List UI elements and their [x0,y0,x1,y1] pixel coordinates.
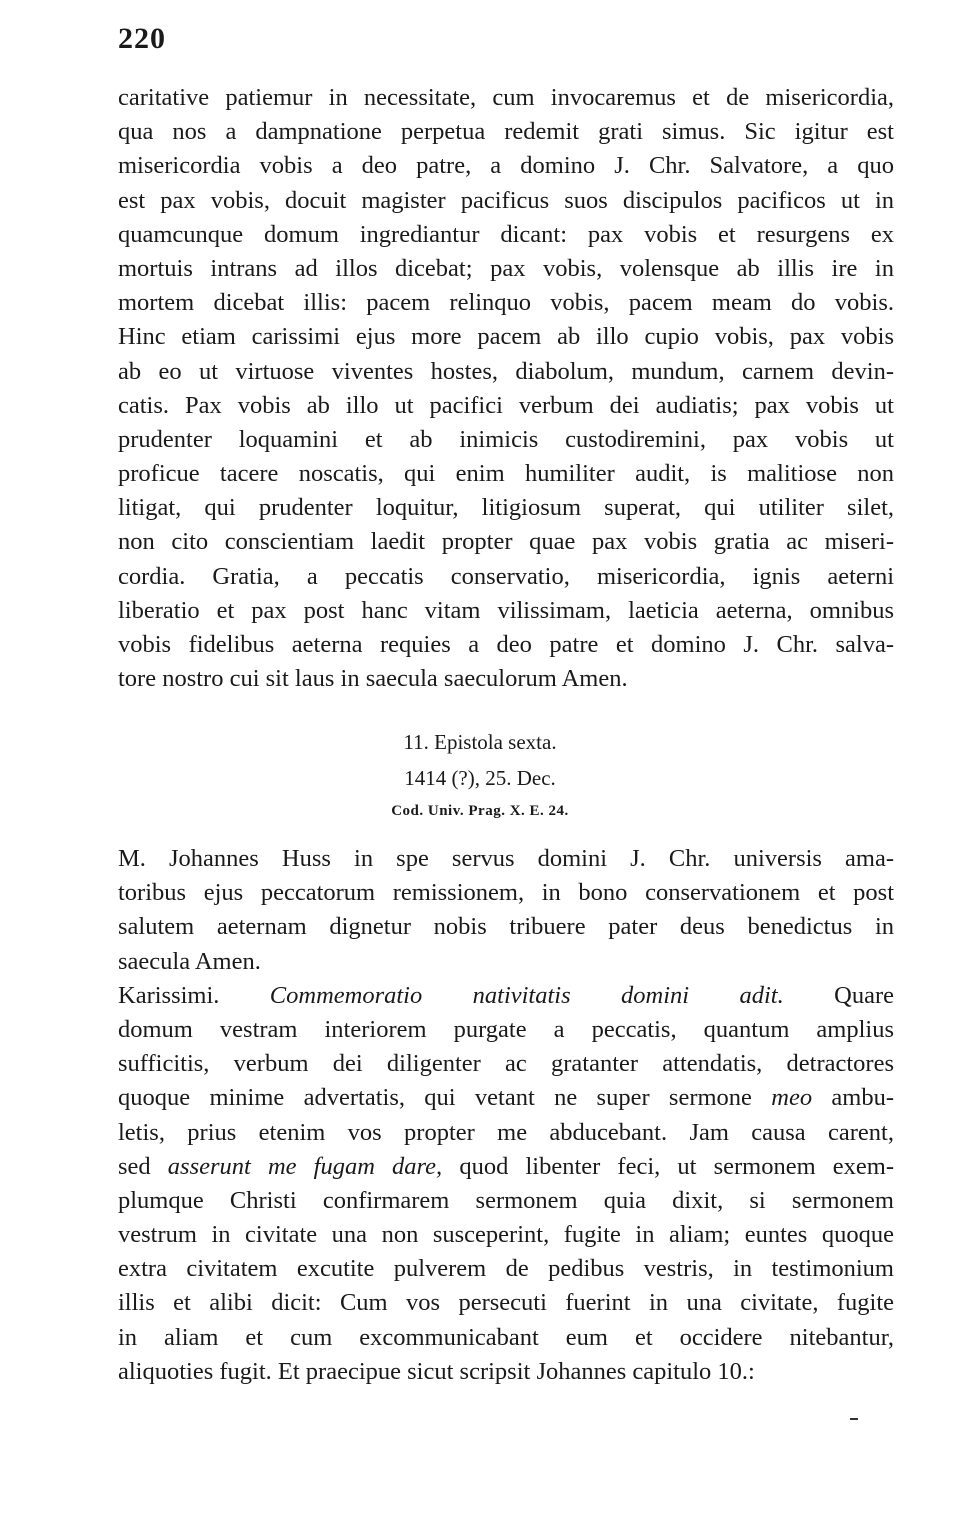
text-line: liberatio et pax post hanc vitam vilissimam, laeticia aeterna, omnibus [118,596,894,624]
text-segment: ambu- [812,1084,895,1112]
text-line: qua nos a dampnatione perpetua redemit grati simus. Sic igitur est [118,118,894,146]
text-line: prudenter loquamini et ab inimicis custodiremini, pax vobis ut [118,425,894,453]
letter-title: 11. Epistola sexta. [403,730,557,754]
text-segment: Karissimi. [118,981,270,1009]
text-line [118,1252,894,1286]
letter-date: 1414 (?), 25. Dec. [404,766,556,790]
text-segment: in aliam et cum excommunicabant eum et occidere nitebantur, [118,1323,894,1351]
text-segment: quod libenter feci, ut sermonem exem- [442,1152,894,1180]
text-segment: sufficitis, verbum dei diligenter ac gratanter attendatis, detractores [118,1050,894,1078]
text-line [118,1116,894,1150]
text-line: mortuis intrans ad illos dicebat; pax vobis, volensque ab illis ire in [118,254,894,282]
text-line: est pax vobis, docuit magister pacificus suos discipulos pacificos ut in [118,186,894,214]
text-line: non cito conscientiam laedit propter quae pax vobis gratia ac miseri- [118,528,894,556]
letter-text-block [118,842,894,1389]
italic-text: meo [771,1084,813,1112]
text-line [118,1286,894,1320]
text-segment: letis, prius etenim vos propter me abducebant. Jam causa carent, [118,1118,894,1146]
text-line [118,910,894,944]
text-line: proficue tacere noscatis, qui enim humiliter audit, is malitiose non [118,460,894,488]
text-line: litigat, qui prudenter loquitur, litigiosum superat, qui utiliter silet, [118,494,894,522]
text-segment: extra civitatem excutite pulverem de pedibus vestris, in testimonium [118,1255,894,1283]
letter-source: Cod. Univ. Prag. X. E. 24. [391,803,569,819]
text-line [118,979,894,1013]
text-line: quamcunque domum ingrediantur dicant: pax vobis et resurgens ex [118,220,894,248]
text-line: caritative patiemur in necessitate, cum invocaremus et de misericordia, [118,84,894,111]
main-text-block [118,81,894,696]
text-segment: salutem aeternam dignetur nobis tribuere pater deus benedictus in [118,913,894,941]
text-segment: quoque minime advertatis, qui vetant ne super sermone [118,1084,772,1112]
text-segment: vestrum in civitate una non susceperint, fugite in aliam; euntes quoque [118,1221,894,1249]
text-line [118,1184,894,1218]
page-number: 220 [118,22,166,55]
text-line: mortem dicebat illis: pacem relinquo vobis, pacem meam do vobis. [118,289,894,317]
text-line [118,1081,894,1115]
text-line [118,1321,894,1355]
text-line: cordia. Gratia, a peccatis conservatio, misericordia, ignis aeterni [118,562,894,590]
text-line [118,1355,894,1389]
text-line: catis. Pax vobis ab illo ut pacifici verbum dei audiatis; pax vobis ut [118,391,894,419]
text-line: Hinc etiam carissimi ejus more pacem ab illo cupio vobis, pax vobis [118,323,894,351]
text-segment: plumque Christi confirmarem sermonem quia dixit, si sermonem [118,1186,894,1214]
text-line: tore nostro cui sit laus in saecula saeculorum Amen. [118,665,628,693]
text-line: vobis fidelibus aeterna requies a deo patre et domino J. Chr. salva- [118,631,894,658]
italic-text: asserunt me fugam dare, [167,1152,443,1180]
text-line [118,1218,894,1252]
text-line [118,1047,894,1081]
text-line [118,876,894,910]
text-line: misericordia vobis a deo patre, a domino J. Chr. Salvatore, a quo [118,152,894,180]
text-line [118,945,894,979]
text-segment: M. Johannes Huss in spe servus domini J. Chr. universis ama- [118,845,894,872]
text-segment: toribus ejus peccatorum remissionem, in bono conservationem et post [118,879,894,907]
text-segment: saecula Amen. [118,947,261,975]
footer-mark [850,1418,858,1420]
text-segment: sed [118,1152,168,1180]
text-segment: illis et alibi dicit: Cum vos persecuti fuerint in una civitate, fugite [118,1289,894,1317]
text-line: ab eo ut virtuose viventes hostes, diabolum, mundum, carnem devin- [118,357,894,385]
text-line [118,1013,894,1047]
italic-text: Commemoratio nativitatis domini adit. [269,981,784,1009]
text-segment: domum vestram interiorem purgate a peccatis, quantum amplius [118,1015,894,1043]
text-line [118,1150,894,1184]
text-segment: Quare [783,981,894,1009]
text-line [118,842,894,876]
text-segment: aliquoties fugit. Et praecipue sicut scripsit Johannes capitulo 10.: [118,1357,755,1385]
